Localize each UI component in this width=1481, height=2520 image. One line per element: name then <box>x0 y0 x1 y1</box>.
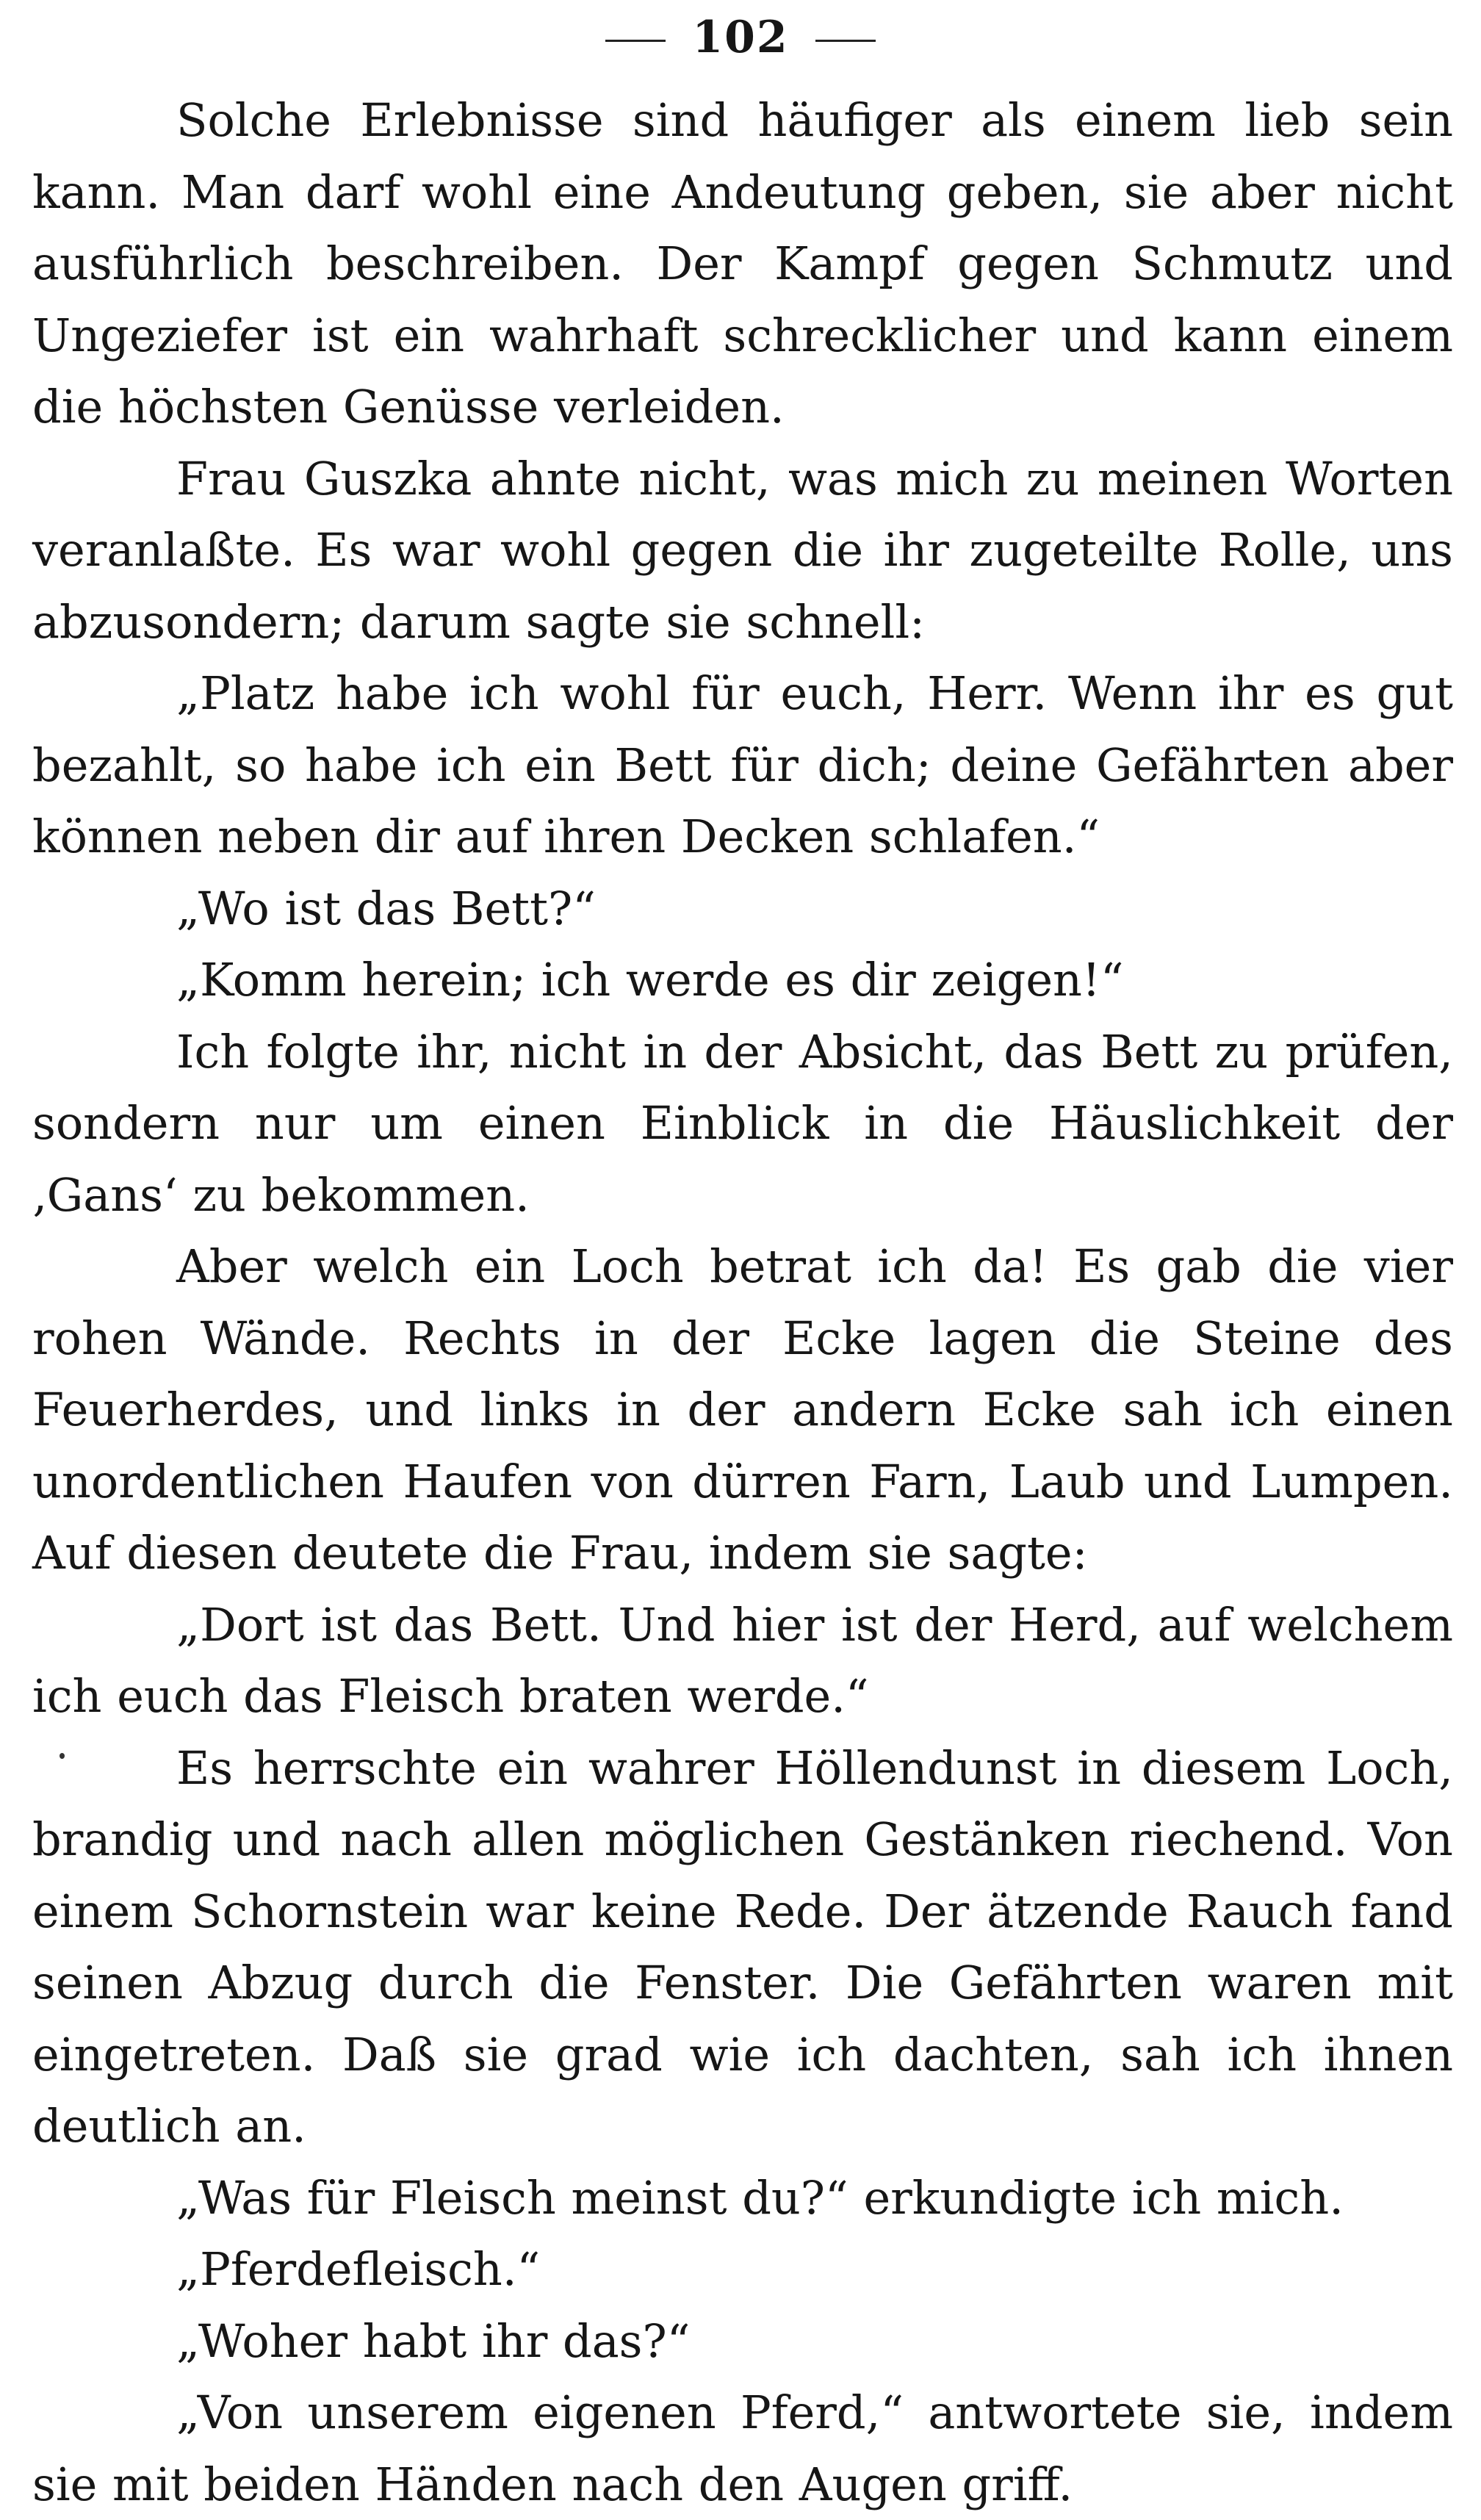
paragraph: Es herrschte ein wahrer Höllendunst in diesem Loch, brandig und nach allen möglichen Gestänken riechend. Von einem Schornstein war keine Rede. Der ätzende Rauch fand seinen Abzug durch die Fenster. Die Gefährten waren mit eingetreten. Daß sie grad wie ich dachten, sah ich ihnen deutlich an. <box>32 1740 1453 2153</box>
header-dash-left <box>605 40 666 42</box>
paragraph: „Pferdefleisch.“ <box>176 2242 541 2296</box>
paragraph: „Komm herein; ich werde es dir zeigen!“ <box>176 953 1124 1007</box>
header-dash-right <box>815 40 876 42</box>
paragraph: „Dort ist das Bett. Und hier ist der Herd, auf welchem ich euch das Fleisch braten werde.“ <box>32 1597 1453 1723</box>
page-number: 102 <box>692 12 789 63</box>
paragraph: „Von unserem eigenen Pferd,“ antwortete sie, indem sie mit beiden Händen nach den Augen griff. <box>32 2386 1453 2511</box>
paragraph: Frau Guszka ahnte nicht, was mich zu meinen Worten veranlaßte. Es war wohl gegen die ihr zugeteilte Rolle, uns abzusondern; darum sagte sie schnell: <box>32 451 1453 649</box>
ink-speck <box>60 1753 65 1759</box>
body-text <box>32 84 1453 2520</box>
paragraph: Aber welch ein Loch betrat ich da! Es gab die vier rohen Wände. Rechts in der Ecke lagen die Steine des Feuerherdes, und links in der andern Ecke sah ich einen unordentlichen Haufen von dürren Farn, Laub und Lumpen. Auf diesen deutete die Frau, indem sie sagte: <box>32 1239 1453 1580</box>
paragraph: „Was für Fleisch meinst du?“ erkundigte ich mich. <box>176 2170 1344 2225</box>
page-header <box>0 4 1481 71</box>
paragraph: „Woher habt ihr das?“ <box>176 2314 691 2368</box>
paragraph: „Wo ist das Bett?“ <box>176 881 596 935</box>
paragraph: Ich folgte ihr, nicht in der Absicht, das Bett zu prüfen, sondern nur um einen Einblick in die Häuslichkeit der ‚Gans‘ zu bekommen. <box>32 1024 1453 1222</box>
paragraph: Solche Erlebnisse sind häufiger als einem lieb sein kann. Man darf wohl eine Andeutung geben, sie aber nicht ausführlich beschreiben. Der Kampf gegen Schmutz und Ungeziefer ist ein wahrhaft schrecklicher und kann einem die höchsten Genüsse verleiden. <box>32 93 1453 433</box>
paragraph: „Platz habe ich wohl für euch, Herr. Wenn ihr es gut bezahlt, so habe ich ein Bett für dich; deine Gefährten aber können neben dir auf ihren Decken schlafen.“ <box>32 666 1453 863</box>
